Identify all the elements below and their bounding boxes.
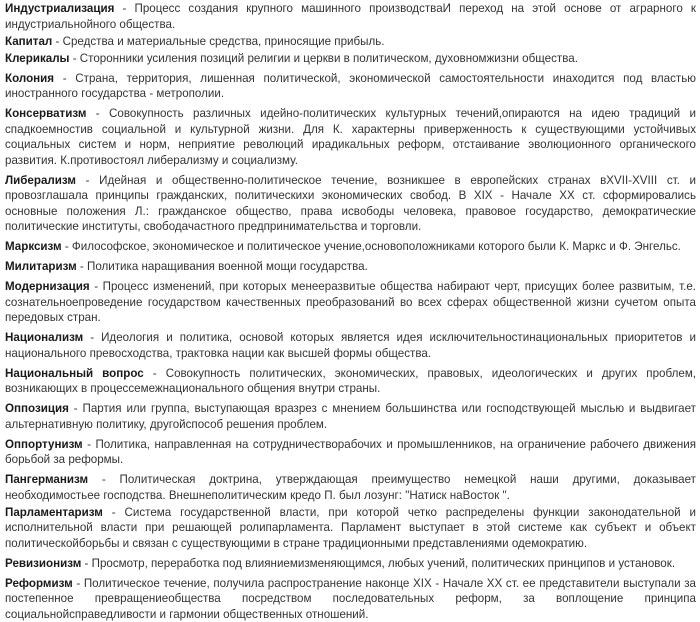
- definition: Идеология и политика, основой которых является идея исключительностинациональных приоритетов и национального превосходства, трактовка нации как высшей формы общества.: [5, 331, 696, 360]
- separator: -: [83, 438, 96, 451]
- definition: Политическая доктрина, утверждающая преимущество немецкой наши другими, доказывает необходимостьее господства. Внешнеполитическим кредо П. был лозунг: "Натиск наВосток ".: [5, 473, 696, 502]
- term: Пангерманизм: [5, 473, 88, 486]
- term: Ревизионизм: [5, 557, 81, 570]
- glossary-entry-revisionism: [5, 556, 696, 572]
- glossary-entry-pangermanism: [5, 472, 696, 503]
- term: Консерватизм: [5, 107, 86, 120]
- term: Реформизм: [5, 577, 73, 590]
- separator: -: [73, 577, 84, 590]
- definition: Партия или группа, выступающая вразрез с мнением большинства или господствующей мыслью и выдвигает альтернативную политику, другойспособ решения проблем.: [5, 402, 696, 431]
- definition: Идейная и общественно-политическое течение, возникшее в европейских странах вXVII-XVIII ст. и провозглашала принципы гражданских, политическихи экономических свобод. В XIX - Начале XX ст. сформировались основные положения Л.: гражданское общество, права исвободы человека, правовое государство, демократические политические институты, свободачастного предпринимательства и торговли.: [5, 174, 696, 234]
- separator: -: [103, 506, 125, 519]
- separator: -: [144, 367, 166, 380]
- separator: -: [54, 72, 75, 85]
- separator: -: [52, 35, 62, 48]
- term: Оппозиция: [5, 402, 69, 415]
- glossary-entry-liberalism: [5, 173, 696, 235]
- separator: -: [76, 174, 99, 187]
- term: Марксизм: [5, 240, 62, 253]
- glossary-entry-parliamentarism: [5, 505, 696, 552]
- separator: -: [77, 260, 87, 273]
- definition: Философское, экономическое и политическое учение,основоположниками которого были К. Маркс и Ф. Энгельс.: [72, 240, 681, 253]
- glossary-entry-colony: [5, 71, 696, 102]
- glossary-entry-reformism: [5, 576, 696, 622]
- glossary-entry-militarism: [5, 259, 696, 275]
- separator: -: [90, 280, 103, 293]
- definition: Сторонники усиления позиций религии и церкви в политическом, духовномжизни общества.: [80, 52, 578, 65]
- separator: -: [114, 2, 134, 15]
- glossary-entry-conservatism: [5, 106, 696, 168]
- glossary-entry-opposition: [5, 401, 696, 432]
- definition: Страна, территория, лишенная политической, экономической самостоятельности инаходится под властью иностранного государства - метрополии.: [5, 72, 696, 101]
- separator: -: [62, 240, 72, 253]
- definition: Совокупность политических, экономических, правовых, идеологических и других проблем, возникающих в процессемежнационального общения внутри страны.: [5, 367, 696, 396]
- term: Национализм: [5, 331, 83, 344]
- separator: -: [69, 402, 83, 415]
- separator: -: [69, 52, 79, 65]
- term: Колония: [5, 72, 54, 85]
- definition: Политика наращивания военной мощи государства.: [87, 260, 368, 273]
- definition: Система государственной власти, при которой четко распределены функции законодательной и исполнительной власти при решающей ролипарламента. Парламент выступает в этой системе как субъект и объект политическойборьбы и связан с существующими в стране традиционными представлениями одемократию.: [5, 506, 696, 550]
- glossary-entry-industrialization: [5, 1, 696, 32]
- term: Национальный вопрос: [5, 367, 144, 380]
- glossary-entry-national-question: [5, 366, 696, 397]
- glossary-entry-modernization: [5, 279, 696, 326]
- glossary-entry-nationalism: [5, 330, 696, 361]
- definition: Политическое течение, получила распространение наконце XIX - Начале XX ст. ее представители выступали за постепенное превращениеобщества посредством последовательных реформ, за воплощение принципа социальнойсправедливости и гармонии общественных отношений.: [5, 577, 696, 621]
- definition: Средства и материальные средства, приносящие прибыль.: [63, 35, 385, 48]
- separator: -: [88, 473, 119, 486]
- separator: -: [83, 331, 101, 344]
- term: Капитал: [5, 35, 52, 48]
- separator: -: [81, 557, 91, 570]
- glossary-entry-marxism: [5, 239, 696, 255]
- term: Индустриализация: [5, 2, 114, 15]
- definition: Политика, направленная на сотрудничестворабочих и промышленников, на ограничение рабочего движения борьбой за реформы.: [5, 438, 696, 467]
- definition: Просмотр, переработка под влияниемизменяющимся, любых учений, политических принципов и установок.: [92, 557, 675, 570]
- separator: -: [86, 107, 109, 120]
- term: Либерализм: [5, 174, 76, 187]
- glossary-entry-opportunism: [5, 437, 696, 468]
- term: Модернизация: [5, 280, 90, 293]
- term: Милитаризм: [5, 260, 77, 273]
- term: Оппортунизм: [5, 438, 83, 451]
- definition: Совокупность различных идейно-политических культурных течений,опираются на идею традиций и спадкоемностив социальной и культурной жизни. Для К. характерны приверженность к существующими устойчивых социальных систем и норм, неприятие революций ирадикальных реформ, отстаивание эволюционного органического развития. К.противостоял либерализму и социализму.: [5, 107, 696, 167]
- definition: Процесс создания крупного машинного производстваИ переход на этой основе от аграрного к индустриальнойного общества.: [5, 2, 696, 31]
- definition: Процесс изменений, при которых менееразвитые общества набирают черт, присущих более развитым, т.е. сознательноепроведение государством качественных преобразований во всех сферах общественной жизни сучетом опыта передовых стран.: [5, 280, 696, 324]
- glossary-entry-clericals: [5, 51, 696, 67]
- glossary-entry-capital: [5, 34, 696, 50]
- term: Парламентаризм: [5, 506, 103, 519]
- term: Клерикалы: [5, 52, 69, 65]
